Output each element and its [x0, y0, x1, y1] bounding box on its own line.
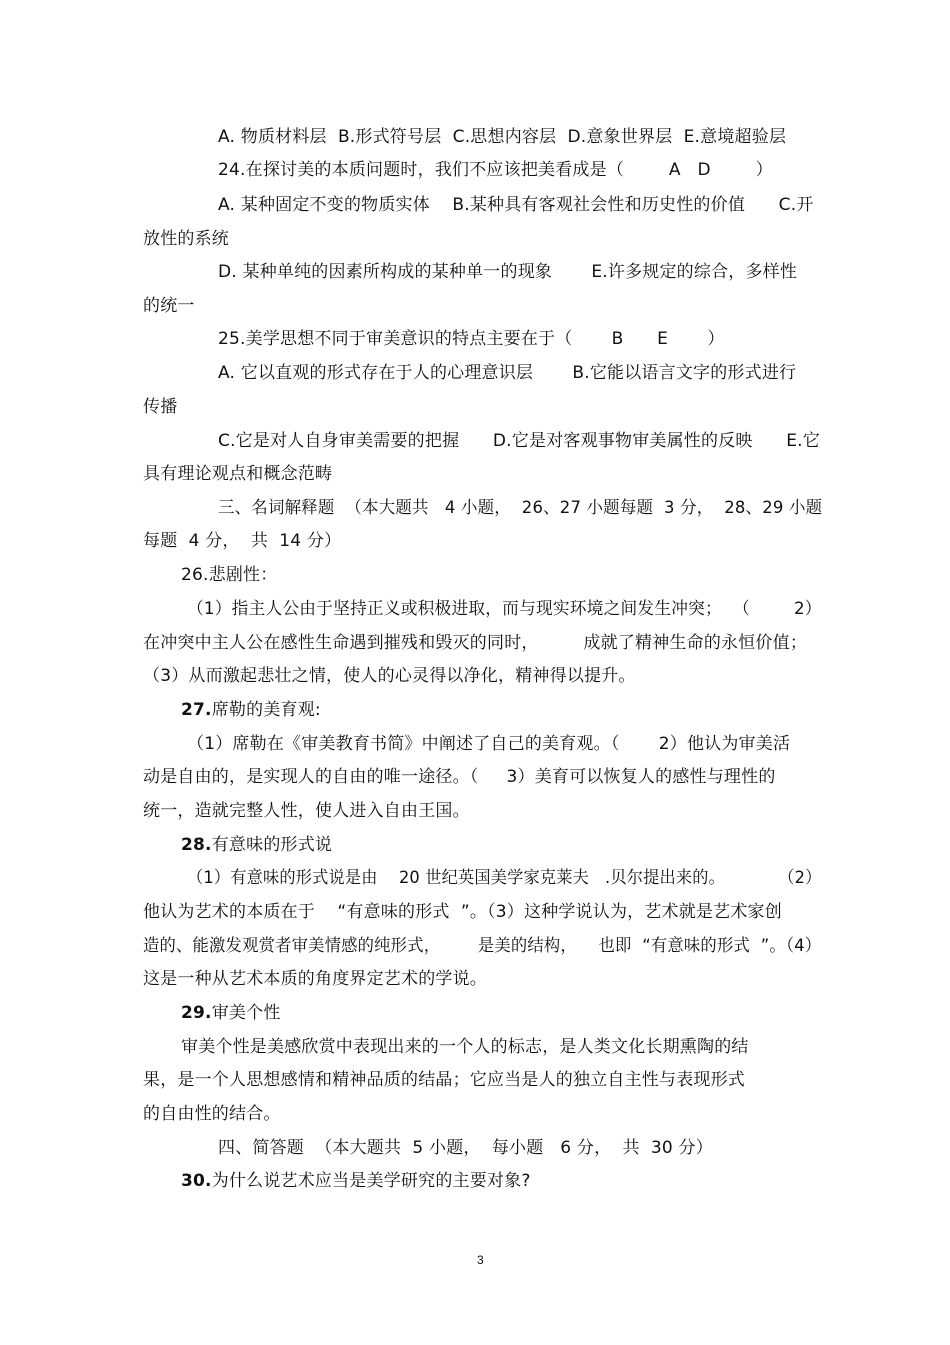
- q28-answer-line4: 这是一种从艺术本质的角度界定艺术的学说。: [143, 969, 487, 989]
- q29-number: 29.: [181, 1003, 212, 1023]
- q30-title: [181, 1170, 531, 1192]
- q27-term: 席勒的美育观:: [211, 700, 321, 720]
- q28-answer-line1: （1）有意味的形式说是由 20 世纪英国美学家克莱夫 .贝尔提出来的。 （2）: [187, 868, 822, 888]
- q23-options: A. 物质材料层 B.形式符号层 C.思想内容层 D.意象世界层 E.意境超验层: [218, 127, 787, 147]
- q24-stem: 24.在探讨美的本质问题时，我们不应该把美看成是（ A D ）: [218, 160, 773, 180]
- section-3-heading: 三、名词解释题 （本大题共 4 小题， 26、27 小题每题 3 分， 28、29 小题: [218, 498, 823, 518]
- q29-answer-line1: 审美个性是美感欣赏中表现出来的一个人的标志，是人类文化长期熏陶的结: [181, 1037, 749, 1057]
- q26-answer-line2: 在冲突中主人公在感性生命遇到摧残和毁灭的同时， 成就了精神生命的永恒价值；: [143, 633, 808, 653]
- q25-options-line2: 传播: [143, 397, 178, 417]
- q24-options-line4: 的统一: [143, 296, 195, 316]
- q26-title: 26.悲剧性：: [181, 565, 278, 585]
- q28-number: 28.: [181, 835, 212, 855]
- q29-term: 审美个性: [211, 1003, 281, 1023]
- page-number: 3: [477, 1253, 484, 1267]
- q27-title: [181, 699, 321, 721]
- q30-number: 30.: [181, 1171, 212, 1191]
- q27-number: 27.: [181, 700, 212, 720]
- q26-answer-line3: （3）从而激起悲壮之情，使人的心灵得以净化，精神得以提升。: [143, 666, 636, 686]
- q29-answer-line2: 果，是一个人思想感情和精神品质的结晶；它应当是人的独立自主性与表现形式: [143, 1070, 745, 1090]
- q25-options-line3: C.它是对人自身审美需要的把握 D.它是对客观事物审美属性的反映 E.它: [218, 431, 820, 451]
- q24-options-line2: 放性的系统: [143, 229, 229, 249]
- q25-options-line4: 具有理论观点和概念范畴: [143, 464, 333, 484]
- q29-title: [181, 1002, 281, 1024]
- q27-answer-line2: 动是自由的，是实现人的自由的唯一途径。（ 3）美育可以恢复人的感性与理性的: [143, 767, 776, 787]
- q25-options-line1: A. 它以直观的形式存在于人的心理意识层 B.它能以语言文字的形式进行: [218, 363, 797, 383]
- q26-answer-line1: （1）指主人公由于坚持正义或积极进取，而与现实环境之间发生冲突； （ 2）: [187, 599, 822, 619]
- q24-options-line1: A. 某种固定不变的物质实体 B.某种具有客观社会性和历史性的价值 C.开: [218, 195, 814, 215]
- section-4-heading: 四、简答题 （本大题共 5 小题， 每小题 6 分， 共 30 分）: [218, 1138, 713, 1158]
- q25-stem: 25.美学思想不同于审美意识的特点主要在于（ B E ）: [218, 329, 725, 349]
- q27-answer-line3: 统一，造就完整人性，使人进入自由王国。: [143, 801, 470, 821]
- q24-options-line3: D. 某种单纯的因素所构成的某种单一的现象 E.许多规定的综合，多样性: [218, 262, 798, 282]
- q30-question: 为什么说艺术应当是美学研究的主要对象?: [211, 1171, 531, 1191]
- q29-answer-line3: 的自由性的结合。: [143, 1104, 281, 1124]
- q28-title: [181, 834, 332, 856]
- q27-answer-line1: （1）席勒在《审美教育书简》中阐述了自己的美育观。（ 2）他认为审美活: [187, 734, 791, 754]
- section-3-heading-cont: 每题 4 分， 共 14 分）: [143, 531, 342, 551]
- q28-answer-line3: 造的、能激发观赏者审美情感的纯形式， 是美的结构， 也即 “有意味的形式 ”。（4）: [143, 936, 822, 956]
- q28-answer-line2: 他认为艺术的本质在于 “有意味的形式 ”。（3）这种学说认为，艺术就是艺术家创: [143, 902, 782, 922]
- q28-term: 有意味的形式说: [211, 835, 333, 855]
